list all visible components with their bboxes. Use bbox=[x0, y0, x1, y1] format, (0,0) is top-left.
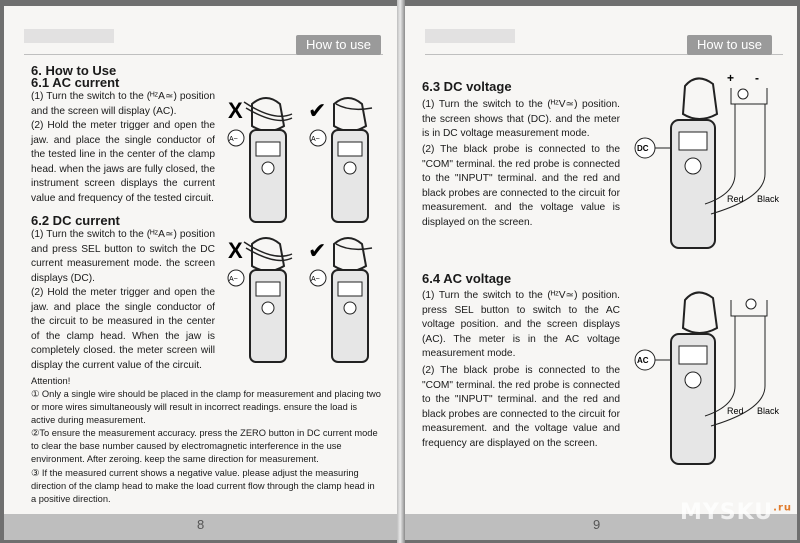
page-number: 9 bbox=[593, 517, 601, 532]
plus-sign: + bbox=[727, 71, 735, 85]
circuit-load-icon bbox=[746, 299, 756, 309]
clamp-wrong-dc bbox=[228, 238, 292, 362]
note-1: ① Only a single wire should be placed in the clamp for measurement and placing two or more wires simultaneously will result in incorrect readings. ensure the load is active during measurement. bbox=[31, 389, 381, 425]
left-page bbox=[4, 6, 397, 540]
red-probe-label: Red bbox=[727, 406, 744, 416]
faded-header-strip bbox=[425, 29, 515, 43]
svg-text:A~: A~ bbox=[311, 276, 320, 283]
ac-current-step2: (2) Hold the meter trigger and open the jaw. and place the single conductor of the tested line in the center of the clamp head. when the jaws are fully closed, the instrument screen displays the current value and frequency of the tested circuit. bbox=[31, 120, 215, 204]
dc-display-chip: DC bbox=[637, 144, 649, 153]
dc-current-step2: (2) Hold the meter trigger and open the jaw. and place the single conductor of the circuit to be measured in the center of the clamp head. When the jaw is completely closed. the meter screen will display the current value of the circuit. bbox=[31, 287, 215, 371]
page-number: 8 bbox=[197, 517, 205, 532]
note-3: ③ If the measured current shows a negative value. please adjust the measuring direction of the clamp head to make the load current flow through the clamp head in a positive direction. bbox=[31, 468, 375, 504]
circuit-load-icon bbox=[738, 89, 748, 99]
red-probe-label: Red bbox=[727, 194, 744, 204]
check-mark-icon: ✔ bbox=[308, 99, 327, 124]
black-probe-label: Black bbox=[757, 406, 780, 416]
clamp-diagrams bbox=[224, 94, 384, 374]
svg-text:A~: A~ bbox=[229, 276, 238, 283]
dc-voltage-diagram bbox=[627, 70, 792, 260]
dc-voltage-step1: (1) Turn the switch to the (ᴴᶻV≃) position. the screen shows that (DC). and the meter is in DC voltage measurement mode. bbox=[422, 99, 620, 140]
ac-current-step1: (1) Turn the switch to the (ᴴᶻA≃) position and the screen will display (AC). bbox=[31, 91, 215, 117]
wrong-mark-icon: X bbox=[228, 98, 243, 123]
book-spine bbox=[397, 0, 405, 543]
dc-voltage-title: 6.3 DC voltage bbox=[422, 79, 512, 94]
faded-header-strip bbox=[24, 29, 114, 43]
how-to-use-badge: How to use bbox=[296, 35, 381, 55]
section-title: 6. How to Use bbox=[31, 63, 117, 78]
black-probe-label: Black bbox=[757, 194, 780, 204]
clamp-right-ac bbox=[308, 98, 372, 222]
ac-current-title: 6.1 AC current bbox=[31, 75, 120, 90]
ac-voltage-step2: (2) The black probe is connected to the "COM" terminal. the red probe is connected to the "INPUT" terminal. and the red and black probes are connected to the circuit for measurement. and the voltage value and frequency are displayed on the screen. bbox=[422, 365, 620, 449]
ac-display-chip: AC bbox=[637, 356, 649, 365]
how-to-use-badge: How to use bbox=[687, 35, 772, 55]
ac-voltage-step1: (1) Turn the switch to the (ᴴᶻV≃) position. press SEL button to switch to the AC voltage position. and the screen displays (AC). The meter is in the AC voltage measurement mode. bbox=[422, 290, 620, 360]
dc-current-step1: (1) Turn the switch to the (ᴴᶻA≃) position and press SEL button to switch the DC current measurement mode. the screen displays (DC). bbox=[31, 229, 215, 284]
attention-label: Attention! bbox=[31, 376, 71, 386]
svg-text:A~: A~ bbox=[311, 136, 320, 143]
ac-voltage-diagram bbox=[627, 290, 792, 480]
right-page bbox=[405, 6, 797, 540]
ac-voltage-title: 6.4 AC voltage bbox=[422, 271, 512, 286]
clamp-wrong-ac bbox=[228, 98, 292, 222]
svg-text:A~: A~ bbox=[229, 136, 238, 143]
site-watermark: $MYSKU^{.ru}$ bbox=[679, 500, 792, 525]
check-mark-icon: ✔ bbox=[308, 239, 327, 264]
minus-sign: - bbox=[755, 71, 759, 85]
dc-current-title: 6.2 DC current bbox=[31, 213, 120, 228]
note-2: ②To ensure the measurement accuracy. press the ZERO button in DC current mode to clear the base number caused by electromagnetic interference in the use environment. After zeroing. keep the same direction for measurement. bbox=[31, 428, 378, 464]
dc-voltage-step2: (2) The black probe is connected to the "COM" terminal. the red probe is connected to the "INPUT" terminal. and the red and black probes are connected to the circuit for measurement. and the voltage value is displayed on the screen. bbox=[422, 144, 620, 228]
clamp-right-dc bbox=[308, 238, 372, 362]
wrong-mark-icon: X bbox=[228, 238, 243, 263]
